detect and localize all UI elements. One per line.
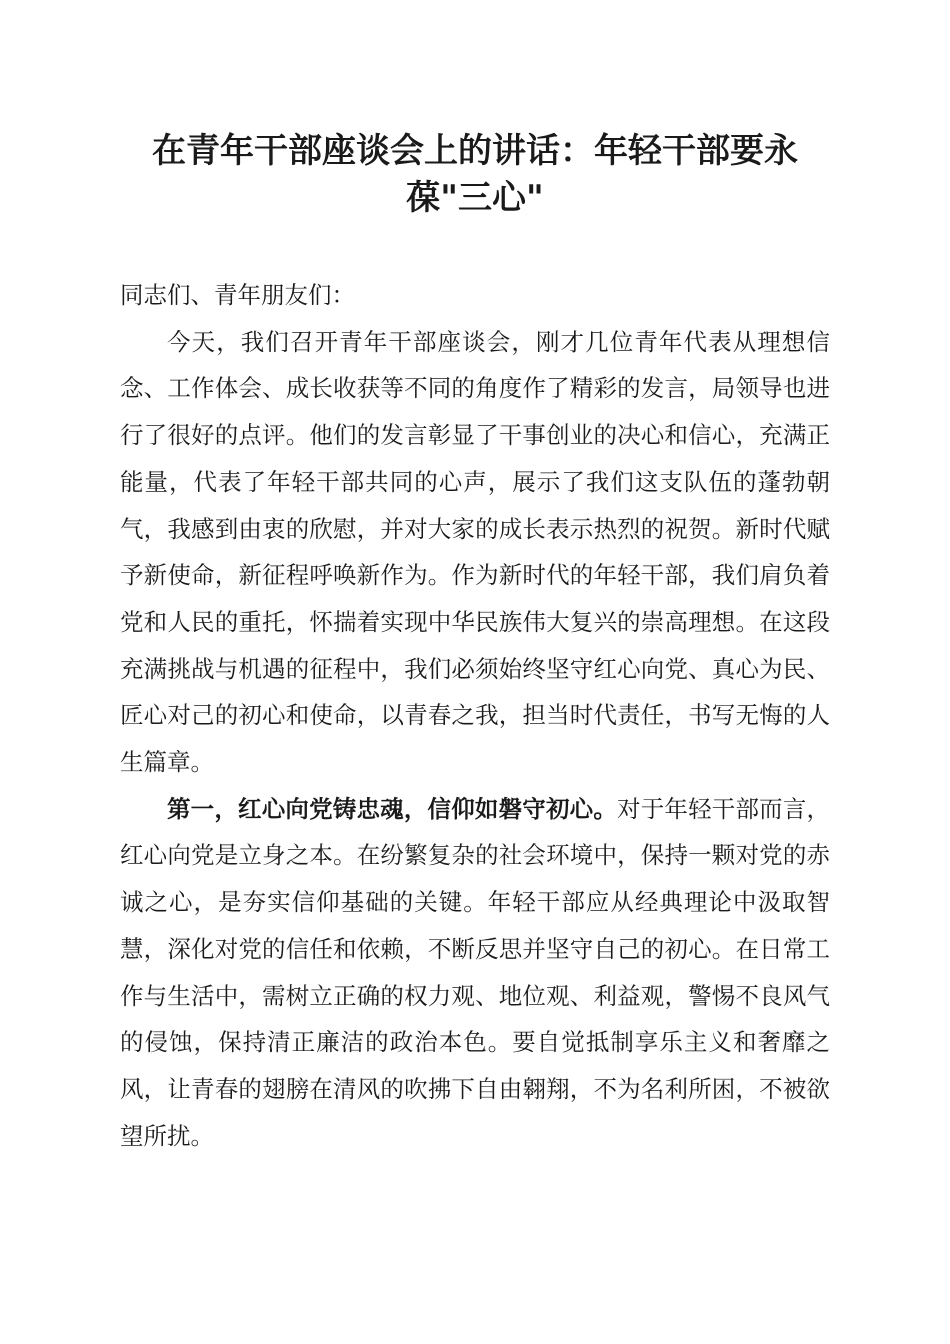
paragraph-opening	[120, 319, 830, 786]
speech-body	[120, 272, 830, 1159]
salutation: 同志们、青年朋友们：	[120, 281, 355, 309]
paragraph-first-point	[120, 786, 830, 1160]
paragraph-text: 今天，我们召开青年干部座谈会，刚才几位青年代表从理想信念、工作体会、成长收获等不同的角度作了精彩的发言，局领导也进行了很好的点评。他们的发言彰显了干事创业的决心和信心，充满正能量，代表了年轻干部共同的心声，展示了我们这支队伍的蓬勃朝气，我感到由衷的欣慰，并对大家的成长表示热烈的祝贺。新时代赋予新使命，新征程呼唤新作为。作为新时代的年轻干部，我们肩负着党和人民的重托，怀揣着实现中华民族伟大复兴的崇高理想。在这段充满挑战与机遇的征程中，我们必须始终坚守红心向党、真心为民、匠心对己的初心和使命，以青春之我，担当时代责任，书写无悔的人生篇章。	[120, 327, 830, 777]
paragraph-text: 对于年轻干部而言，红心向党是立身之本。在纷繁复杂的社会环境中，保持一颗对党的赤诚之心，是夯实信仰基础的关键。年轻干部应从经典理论中汲取智慧，深化对党的信任和依赖，不断反思并坚守自己的初心。在日常工作与生活中，需树立正确的权力观、地位观、利益观，警惕不良风气的侵蚀，保持清正廉洁的政治本色。要自觉抵制享乐主义和奢靡之风，让青春的翅膀在清风的吹拂下自由翱翔，不为名利所困，不被欲望所扰。	[120, 794, 831, 1150]
document-title: 在青年干部座谈会上的讲话：年轻干部要永葆"三心"	[152, 131, 798, 218]
paragraph-lead-heading: 第一，红心向党铸忠魂，信仰如磐守初心。	[167, 794, 618, 823]
